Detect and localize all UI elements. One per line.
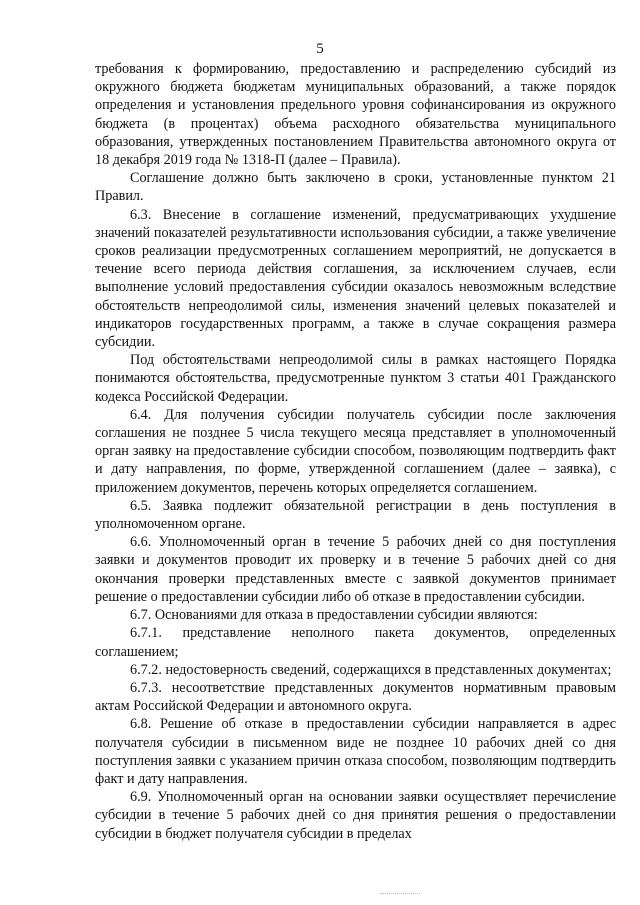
paragraph-9: 6.7.1. представление неполного пакета документов, определенных соглашением; [95,625,616,660]
paragraph-5: 6.4. Для получения субсидии получатель субсидии после заключения соглашения не позднее 5 числа текущего месяца представляет в уполномоченный орган заявку на предоставление субсидии способом, позволяющим подтвердить факт и дату направления, по форме, утвержденной соглашением (далее – заявка), с приложением документов, перечень которых определяется соглашением. [95,406,616,496]
paragraph-12: 6.8. Решение об отказе в предоставлении субсидии направляется в адрес получателя субсидии в письменном виде не позднее 10 рабочих дней со дня поступления заявки с указанием причин отказа способом, позволяющим подтвердить факт и дату направления. [95,716,616,787]
document-body [95,60,616,843]
paragraph-13: 6.9. Уполномоченный орган на основании заявки осуществляет перечисление субсидии в течение 5 рабочих дней со дня принятия решения о предоставлении субсидии в бюджет получателя субсидии в пределах [95,789,616,842]
paragraph-8: 6.7. Основаниями для отказа в предоставлении субсидии являются: [130,607,538,624]
paragraph-10: 6.7.2. недостоверность сведений, содержащихся в представленных документах; [130,661,612,678]
scan-artifact-divider [380,893,420,896]
page-number: 5 [316,41,324,57]
paragraph-7: 6.6. Уполномоченный орган в течение 5 рабочих дней со дня поступления заявки и документов проводит их проверку и в течение 5 рабочих дней со дня окончания проверки представленных вместе с заявкой документов принимает решение о предоставлении субсидии либо об отказе в предоставлении субсидии. [95,534,616,605]
paragraph-2: Соглашение должно быть заключено в сроки, установленные пунктом 21 Правил. [95,170,616,205]
paragraph-11: 6.7.3. несоответствие представленных документов нормативным правовым актам Российской Федерации и автономного округа. [95,679,616,715]
paragraph-4: Под обстоятельствами непреодолимой силы в рамках настоящего Порядка понимаются обстоятельства, предусмотренные пунктом 3 статьи 401 Гражданского кодекса Российской Федерации. [95,352,616,405]
paragraph-1: требования к формированию, предоставлению и распределению субсидий из окружного бюджета бюджетам муниципальных образований, а также порядок определения и установления предельного уровня софинансирования из окружного бюджета (в процентах) объема расходного обязательства муниципального образования, утвержденных постановлением Правительства автономного округа от 18 декабря 2019 года № 1318-П (далее – Правила). [95,61,616,169]
paragraph-6: 6.5. Заявка подлежит обязательной регистрации в день поступления в уполномоченном органе. [95,497,616,533]
paragraph-3: 6.3. Внесение в соглашение изменений, предусматривающих ухудшение значений показателей результативности использования субсидии, а также увеличение сроков реализации предусмотренных соглашением мероприятий, не допускается в течение всего периода действия соглашения, за исключением случаев, если выполнение условий предоставления субсидии оказалось невозможным вследствие обстоятельств непреодолимой силы, изменения значений целевых показателей и индикаторов государственных программ, а также в случае сокращения размера субсидии. [95,206,616,351]
